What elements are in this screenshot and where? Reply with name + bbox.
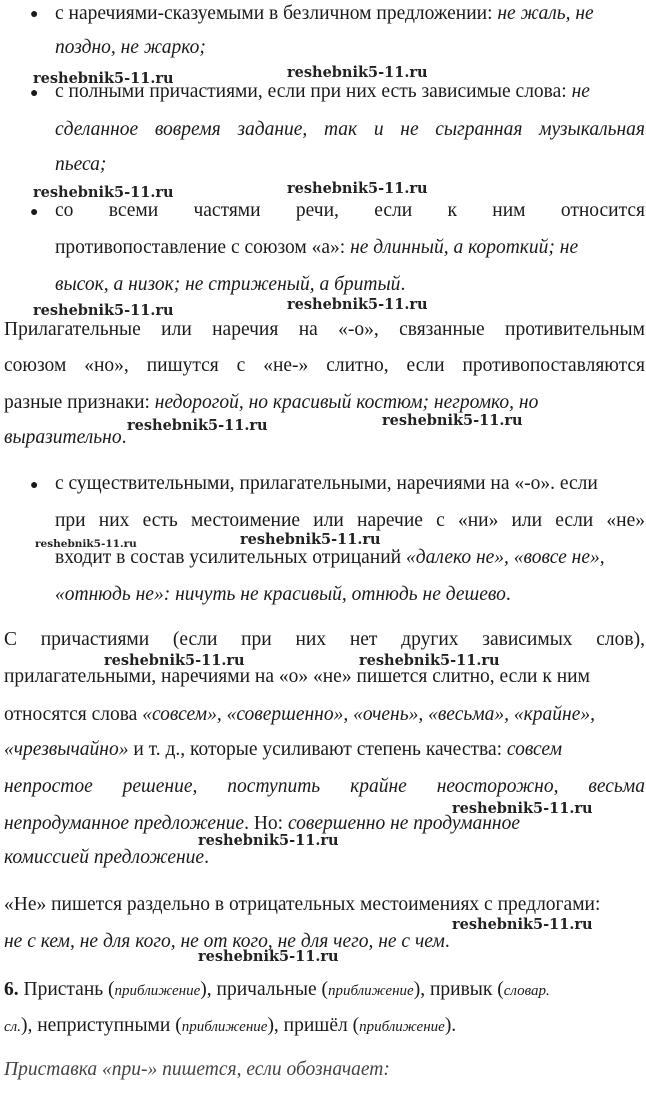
watermark: reshebnik5-11.ru: [287, 296, 428, 313]
paragraph-2-line-7: комиссией предложение.: [4, 847, 209, 868]
watermark: reshebnik5-11.ru: [382, 412, 523, 429]
watermark: reshebnik5-11.ru: [127, 417, 268, 434]
watermark: reshebnik5-11.ru: [104, 652, 245, 669]
task-6-line-1: 6. Пристань (приближение), причальные (приближение), привык (словар.: [4, 979, 550, 1000]
bullet-marker: ●: [30, 7, 39, 22]
bullet-3-line-1: со всеми частями речи, если к ним относится: [55, 200, 645, 221]
paragraph-2-line-5: непростое решение, поступить крайне неосторожно, весьма: [4, 776, 645, 797]
bullet-2-line-2: сделанное вовремя задание, так и не сыгранная музыкальная: [55, 119, 645, 140]
paragraph-1-line-1: Прилагательные или наречия на «-о», связанные противительным: [4, 319, 645, 340]
watermark: reshebnik5-11.ru: [33, 302, 174, 319]
bullet-2-line-1: с полными причастиями, если при них есть зависимые слова: не: [55, 81, 590, 102]
watermark: reshebnik5-11.ru: [33, 184, 174, 201]
bullet-marker: ●: [30, 86, 39, 101]
watermark: reshebnik5-11.ru: [287, 64, 428, 81]
paragraph-2-line-4: «чрезвычайно» и т. д., которые усиливают степень качества: совсем: [4, 739, 563, 760]
paragraph-2-line-1: С причастиями (если при них нет других зависимых слов),: [4, 629, 645, 650]
watermark: reshebnik5-11.ru: [452, 916, 593, 933]
paragraph-3-line-2: не с кем, не для кого, не от кого, не для чего, не с чем.: [4, 931, 450, 952]
watermark: reshebnik5-11.ru: [452, 800, 593, 817]
paragraph-1-line-2: союзом «но», пишутся с «не-» слитно, если противопоставляются: [4, 355, 645, 376]
bullet-3-line-2: противопоставление с союзом «а»: не длинный, а короткий; не: [55, 237, 579, 258]
paragraph-1-line-4: выразительно.: [4, 427, 127, 448]
paragraph-2-line-6: непродуманное предложение. Но: совершенно не продуманное: [4, 813, 521, 834]
bullet-marker: ●: [30, 205, 39, 220]
watermark: reshebnik5-11.ru: [35, 538, 137, 550]
paragraph-2-line-3: относятся слова «совсем», «совершенно», «очень», «весьма», «крайне»,: [4, 704, 596, 725]
paragraph-4-line-1: Приставка «при-» пишется, если обозначает:: [4, 1059, 390, 1080]
bullet-1-line-2: поздно, не жарко;: [55, 37, 206, 58]
bullet-marker: ●: [30, 478, 39, 493]
watermark: reshebnik5-11.ru: [359, 652, 500, 669]
watermark: reshebnik5-11.ru: [198, 832, 339, 849]
watermark: reshebnik5-11.ru: [198, 948, 339, 965]
paragraph-1-line-3: разные признаки: недорогой, но красивый костюм; негромко, но: [4, 392, 539, 413]
watermark: reshebnik5-11.ru: [240, 531, 381, 548]
bullet-2-line-3: пьеса;: [55, 154, 107, 175]
bullet-1-line-1: с наречиями-сказуемыми в безличном предложении: не жаль, не: [55, 3, 594, 24]
bullet-4-line-3: входит в состав усилительных отрицаний «далеко не», «вовсе не»,: [55, 547, 605, 568]
bullet-4-line-2: при них есть местоимение или наречие с «ни» или если «не»: [55, 510, 645, 531]
paragraph-2-line-2: прилагательными, наречиями на «о» «не» пишется слитно, если к ним: [4, 666, 590, 687]
watermark: reshebnik5-11.ru: [33, 70, 174, 87]
bullet-4-line-1: с существительными, прилагательными, наречиями на «-о». если: [55, 473, 598, 494]
watermark: reshebnik5-11.ru: [287, 180, 428, 197]
paragraph-3-line-1: «Не» пишется раздельно в отрицательных местоимениях с предлогами:: [4, 894, 601, 915]
bullet-4-line-4: «отнюдь не»: ничуть не красивый, отнюдь не дешево.: [55, 584, 511, 605]
bullet-3-line-3: высок, а низок; не стриженый, а бритый.: [55, 274, 406, 295]
task-6-line-2: сл.), неприступными (приближение), пришёл (приближение).: [4, 1015, 457, 1036]
